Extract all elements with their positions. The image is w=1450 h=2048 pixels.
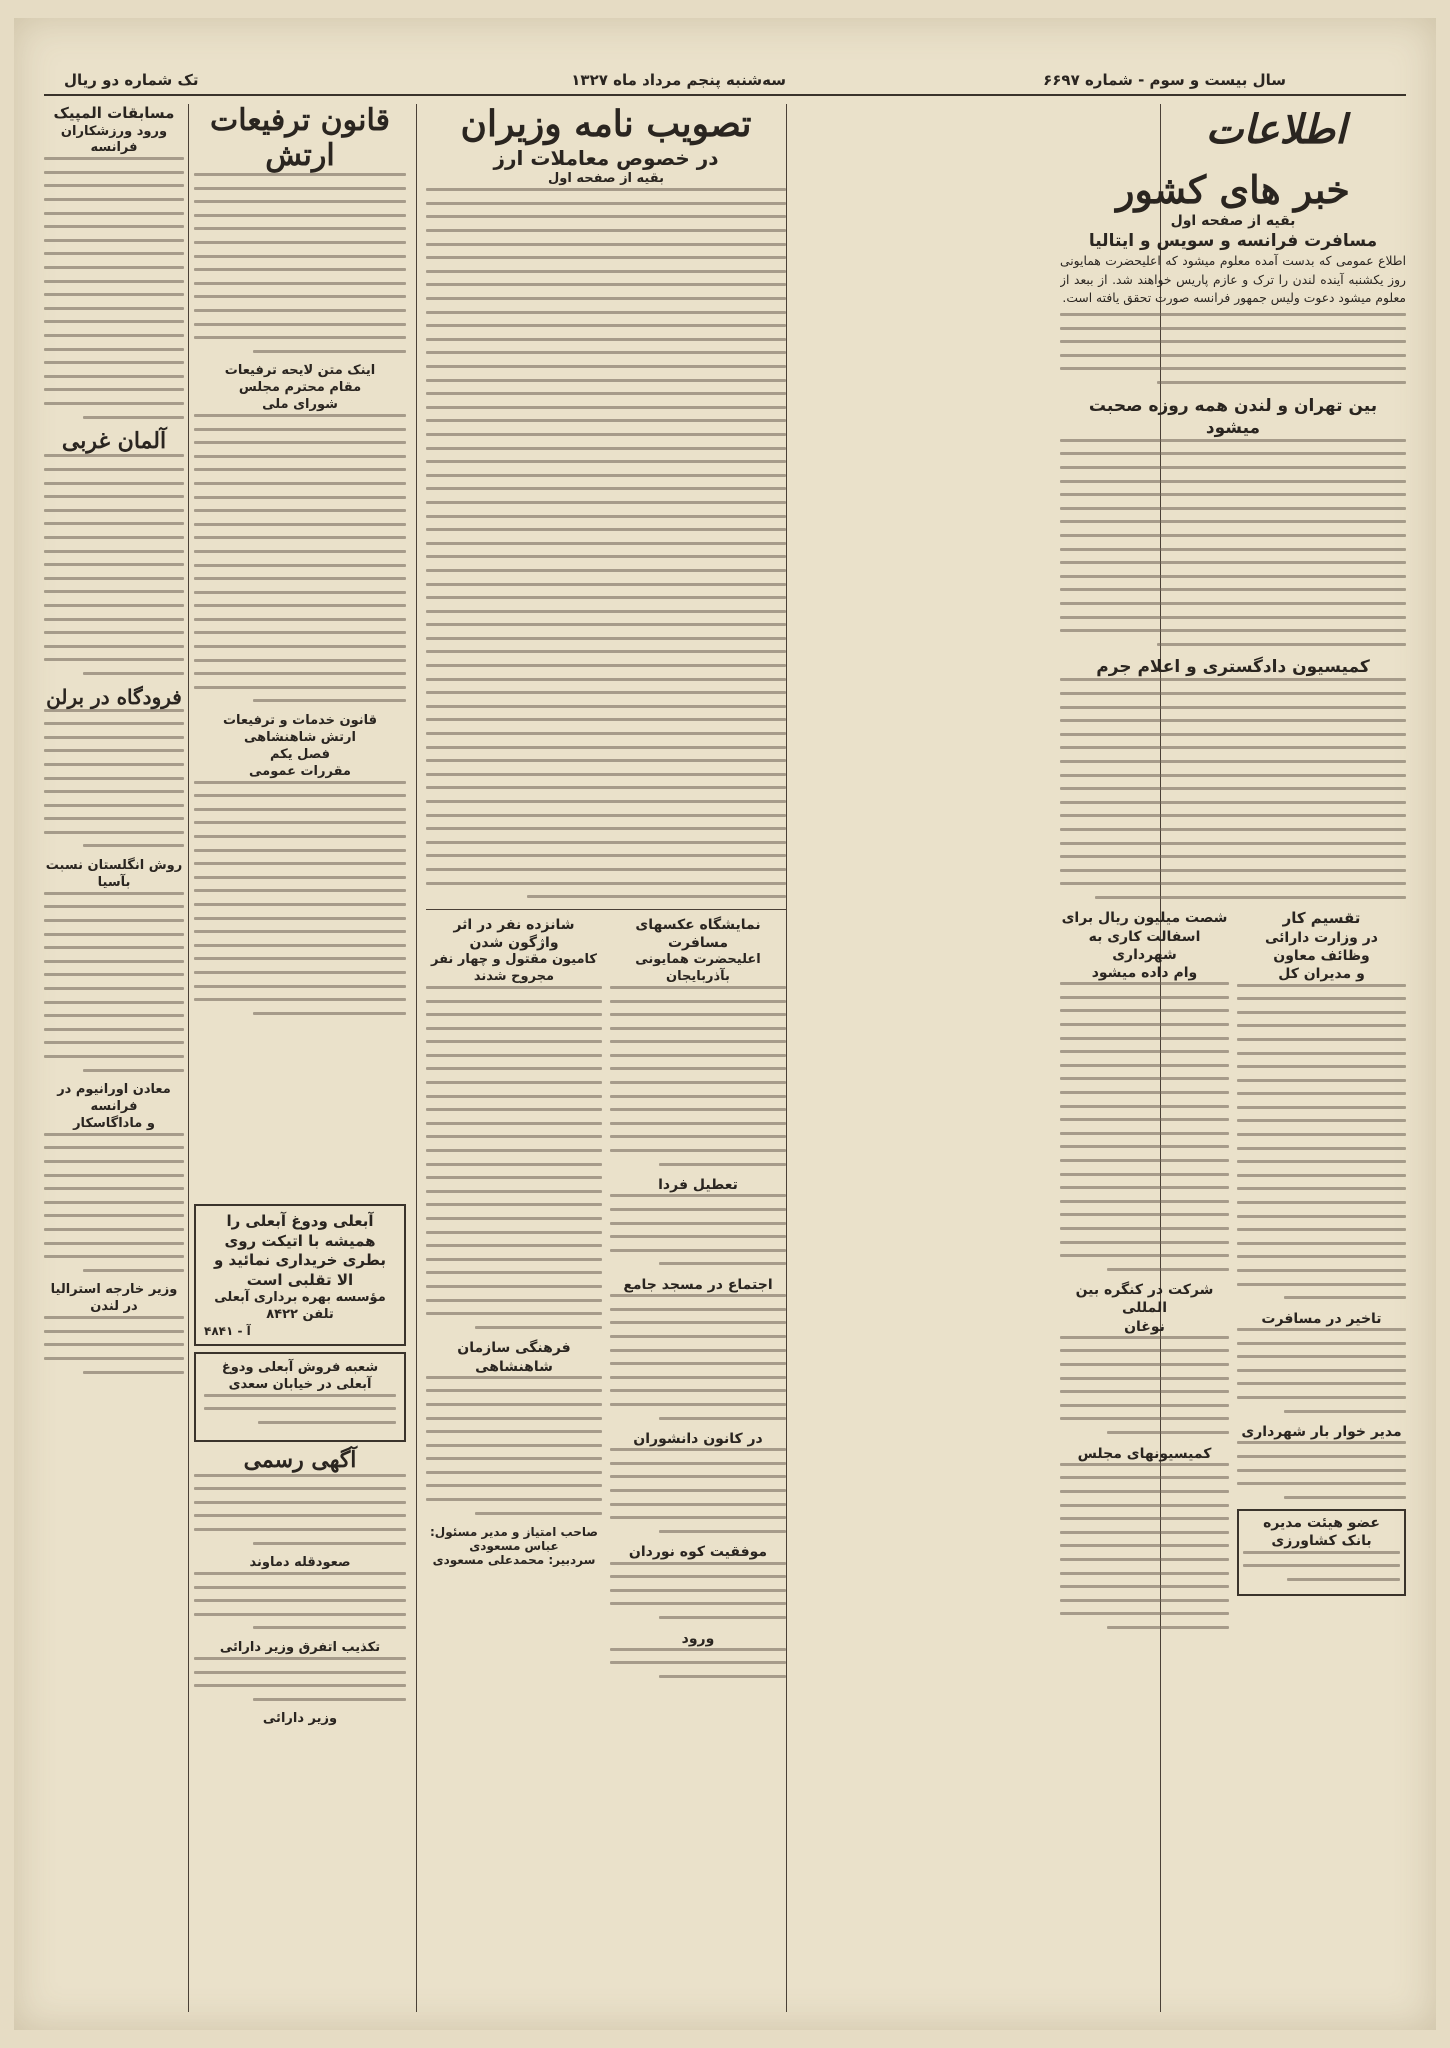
ad-abali-text: آبعلی ودوغ آبعلی را همیشه با اتیکت روی بطری خریداری نمائید و الا تقلبی است bbox=[213, 1212, 387, 1289]
ad-code: آ - ۴۸۴۱ bbox=[204, 1323, 251, 1338]
newspaper-page bbox=[14, 18, 1436, 2030]
column-rule bbox=[188, 104, 189, 2012]
headline-country-news: خبر های کشور bbox=[1116, 168, 1350, 212]
ad-abali bbox=[194, 1204, 406, 1728]
subhead-directors: و مدیران کل bbox=[1278, 966, 1365, 983]
issue-price: تک شماره دو ریال bbox=[64, 71, 199, 89]
subhead-azerbaijan: اعلیحضرت همایونی بآذربایجان bbox=[635, 952, 761, 985]
article-body bbox=[1060, 439, 1406, 646]
subhead-congress: شرکت در کنگره بین المللی bbox=[1075, 1282, 1214, 1317]
editor-signature: سردبیر: محمدعلی مسعودی bbox=[432, 1553, 596, 1568]
official-notice: آگهی رسمی bbox=[243, 1447, 357, 1474]
box-board-member bbox=[1237, 1509, 1406, 1596]
subhead-travel: مسافرت فرانسه و سویس و ایتالیا bbox=[1088, 230, 1378, 251]
subhead-food-director: مدیر خوار بار شهرداری bbox=[1241, 1424, 1402, 1441]
subhead-scholars: در کانون دانشوران bbox=[633, 1431, 763, 1448]
subhead-imperial-army: ارتش شاهنشاهی bbox=[244, 729, 356, 745]
subhead-madagascar: و ماداگاسکار bbox=[73, 1115, 155, 1131]
subhead-damavand: صعودقله دماوند bbox=[249, 1555, 351, 1571]
subhead-sixty-million: شصت میلیون ریال برای bbox=[1061, 910, 1228, 927]
article-body bbox=[1060, 678, 1406, 899]
headline-olympics: مسابقات المپیک bbox=[53, 104, 175, 122]
subhead-asphalt: اسفالت کاری به شهرداری bbox=[1088, 928, 1201, 963]
column-rule bbox=[416, 104, 417, 2012]
ad-abali-branch: شعبه فروش آبعلی ودوغ آبعلی در خیابان سعدی bbox=[221, 1359, 379, 1392]
subhead-justice-commission: کمیسیون دادگستری و اعلام جرم bbox=[1096, 657, 1370, 678]
subhead-division: تقسیم کار bbox=[1282, 909, 1361, 928]
subhead-injured: مجروح شدند bbox=[473, 969, 555, 985]
subhead-loan: وام داده میشود bbox=[1091, 965, 1198, 982]
subhead-killed: کامیون مقتول و چهار نفر bbox=[430, 952, 597, 968]
subcolumn-left bbox=[1237, 909, 1406, 1639]
article-body bbox=[194, 173, 406, 353]
subhead-uranium: معادن اورانیوم در فرانسه bbox=[57, 1082, 171, 1115]
subhead-service-law: قانون خدمات و ترفیعات bbox=[222, 713, 378, 729]
subhead-commissions: کمیسیونهای مجلس bbox=[1077, 1445, 1212, 1462]
subcolumn-right bbox=[1060, 909, 1229, 1639]
subhead-parliament: مقام محترم مجلس bbox=[238, 380, 362, 396]
headline-berlin-airport: فرودگاه در برلن bbox=[46, 684, 182, 709]
continued-label: بقیه از صفحه اول bbox=[1170, 212, 1296, 229]
article-body bbox=[426, 188, 786, 898]
subhead-silk: نوغان bbox=[1124, 1318, 1165, 1335]
subhead-photo-exhibit: نمایشگاه عکسهای مسافرت bbox=[635, 916, 761, 951]
subcolumn-left bbox=[610, 916, 786, 1689]
subhead-australia-fm: وزیر خارجه استرالیا bbox=[50, 1282, 178, 1298]
subhead-royal-org: فرهنگی سازمان شاهنشاهی bbox=[457, 1340, 571, 1375]
subhead-french-athletes: ورود ورزشکاران فرانسه bbox=[60, 123, 168, 156]
paragraph-travel: اطلاع عمومی که بدست آمده معلوم میشود که اعلیحضرت همایونی روز یکشنبه آینده لندن را ترک و عازم پاریس خواهند شد. از ببعد از معلوم میشود دعوت ولیس جمهور فرانسه صورت تحقق یافته است. bbox=[1060, 253, 1406, 306]
subhead-agri-bank: بانک کشاورزی bbox=[1271, 1533, 1372, 1550]
subhead-london: در لندن bbox=[90, 1299, 138, 1315]
subhead-national-assembly: شورای ملی bbox=[262, 397, 338, 413]
subhead-tehran-london: بین تهران و لندن همه روزه صحبت میشود bbox=[1088, 395, 1378, 438]
publisher-signature: صاحب امتیاز و مدیر مسئول: عباس مسعودی bbox=[430, 1525, 598, 1554]
dateline-bar bbox=[44, 68, 1406, 96]
headline-army-promotions: قانون ترفیعات ارتش bbox=[210, 104, 390, 173]
issue-date: سه‌شنبه پنجم مرداد ماه ۱۳۲۷ bbox=[571, 71, 786, 89]
subhead-deputy-duties: وظائف معاون bbox=[1273, 948, 1370, 965]
headline-cabinet-decree: تصویب نامه وزیران bbox=[460, 104, 752, 145]
masthead-logo: اطلاعات bbox=[1205, 106, 1347, 153]
continued-label: بقیه از صفحه اول bbox=[548, 171, 664, 187]
subhead-chapter-one: فصل یکم bbox=[269, 746, 331, 762]
issue-year: سال بیست و سوم - شماره ۶۶۹۷ bbox=[1043, 71, 1286, 89]
column-world bbox=[44, 104, 184, 2012]
subhead-truck-accident: شانزده نفر در اثر واژگون شدن bbox=[453, 916, 575, 951]
subhead-board-member: عضو هیئت مدیره bbox=[1263, 1515, 1380, 1532]
finance-minister: وزیر دارائی bbox=[262, 1711, 338, 1727]
subhead-arrival: ورود bbox=[681, 1630, 715, 1647]
subcolumn-right bbox=[426, 916, 602, 1689]
subhead-britain-asia: روش انگلستان نسبت بآسیا bbox=[45, 858, 183, 890]
subhead-climbers: موفقیت کوه نوردان bbox=[628, 1544, 768, 1561]
headline-currency: در خصوص معاملات ارز bbox=[493, 146, 719, 171]
article-body bbox=[1060, 313, 1406, 384]
column-cabinet bbox=[426, 104, 786, 2012]
subhead-finance-ministry: در وزارت دارائی bbox=[1265, 929, 1378, 946]
subhead-bill-text: اینک متن لایحه ترفیعات bbox=[224, 363, 376, 379]
ad-abali-company: مؤسسه بهره برداری آبعلی تلفن ۸۴۲۲ bbox=[214, 1290, 386, 1322]
subhead-mosque: اجتماع در مسجد جامع bbox=[623, 1276, 773, 1293]
subhead-denial: تکذیب اتفرق وزیر دارائی bbox=[219, 1640, 381, 1656]
subhead-travel-delay: تاخیر در مسافرت bbox=[1261, 1310, 1382, 1327]
column-news bbox=[1060, 168, 1406, 2012]
column-rule bbox=[786, 104, 787, 2012]
subhead-holiday: تعطیل فردا bbox=[658, 1177, 738, 1194]
subhead-general-rules: مقررات عمومی bbox=[249, 763, 351, 779]
headline-west-germany: آلمان غربی bbox=[61, 428, 167, 455]
